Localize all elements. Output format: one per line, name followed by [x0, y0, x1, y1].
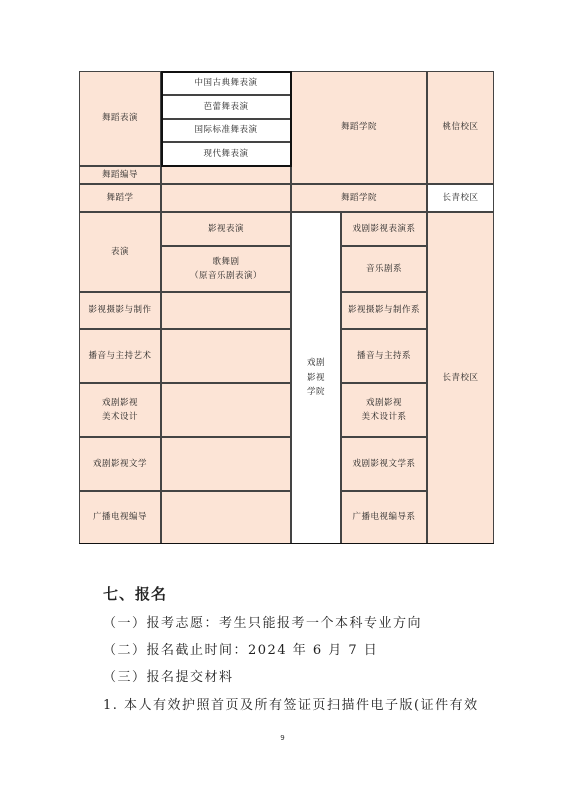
table-bottom-border	[79, 543, 494, 544]
major-acting: 表演	[79, 212, 161, 292]
dept-stage-design: 戏剧影视 美术设计系	[341, 383, 427, 437]
direction-empty-3	[161, 292, 291, 329]
direction-musical: 歌舞剧 （原音乐剧表演）	[161, 246, 291, 292]
thick-border-top	[161, 71, 292, 73]
campus-changqing-2: 长青校区	[427, 212, 494, 544]
section-title: 七、报名	[103, 585, 168, 603]
page-number: 9	[280, 734, 285, 742]
item-deadline: （二）报名截止时间：2024 年 6 月 7 日	[103, 643, 379, 658]
dept-drama-film-acting: 戏剧影视表演系	[341, 212, 427, 246]
direction-modern-dance: 现代舞表演	[161, 142, 291, 166]
major-drama-literature: 戏剧影视文学	[79, 437, 161, 491]
direction-empty-4	[161, 329, 291, 383]
direction-empty-2	[161, 184, 291, 212]
campus-changqing-1: 长青校区	[427, 184, 494, 212]
direction-empty-6	[161, 437, 291, 491]
major-dance-choreography: 舞蹈编导	[79, 166, 161, 184]
thick-border-right	[290, 71, 292, 166]
thick-border-left	[161, 71, 163, 166]
item-application-choice: （一）报考志愿：考生只能报考一个本科专业方向	[103, 616, 423, 631]
major-tv-directing: 广播电视编导	[79, 491, 161, 544]
school-drama-film: 戏剧 影视 学院	[291, 212, 341, 544]
major-stage-design: 戏剧影视 美术设计	[79, 383, 161, 437]
major-table	[79, 71, 494, 544]
school-dance: 舞蹈学院	[291, 71, 427, 184]
dept-tv-directing: 广播电视编导系	[341, 491, 427, 544]
direction-empty-1	[161, 166, 291, 184]
item-materials: （三）报名提交材料	[103, 670, 234, 685]
school-dance-2: 舞蹈学院	[291, 184, 427, 212]
dept-drama-literature: 戏剧影视文学系	[341, 437, 427, 491]
direction-international-standard: 国际标准舞表演	[161, 119, 291, 142]
dept-broadcasting: 播音与主持系	[341, 329, 427, 383]
major-dance-studies: 舞蹈学	[79, 184, 161, 212]
major-film-photography: 影视摄影与制作	[79, 292, 161, 329]
dept-music-theatre: 音乐剧系	[341, 246, 427, 292]
direction-chinese-classical: 中国古典舞表演	[161, 71, 291, 95]
direction-film-acting: 影视表演	[161, 212, 291, 246]
major-broadcasting: 播音与主持艺术	[79, 329, 161, 383]
item-passport: 1. 本人有效护照首页及所有签证页扫描件电子版(证件有效	[103, 698, 479, 713]
direction-empty-5	[161, 383, 291, 437]
thick-border-bottom	[161, 165, 292, 167]
direction-ballet: 芭蕾舞表演	[161, 95, 291, 119]
dept-film-photography: 影视摄影与制作系	[341, 292, 427, 329]
campus-taoxin: 桃信校区	[427, 71, 494, 184]
major-dance-performance: 舞蹈表演	[79, 71, 161, 166]
direction-empty-7	[161, 491, 291, 544]
